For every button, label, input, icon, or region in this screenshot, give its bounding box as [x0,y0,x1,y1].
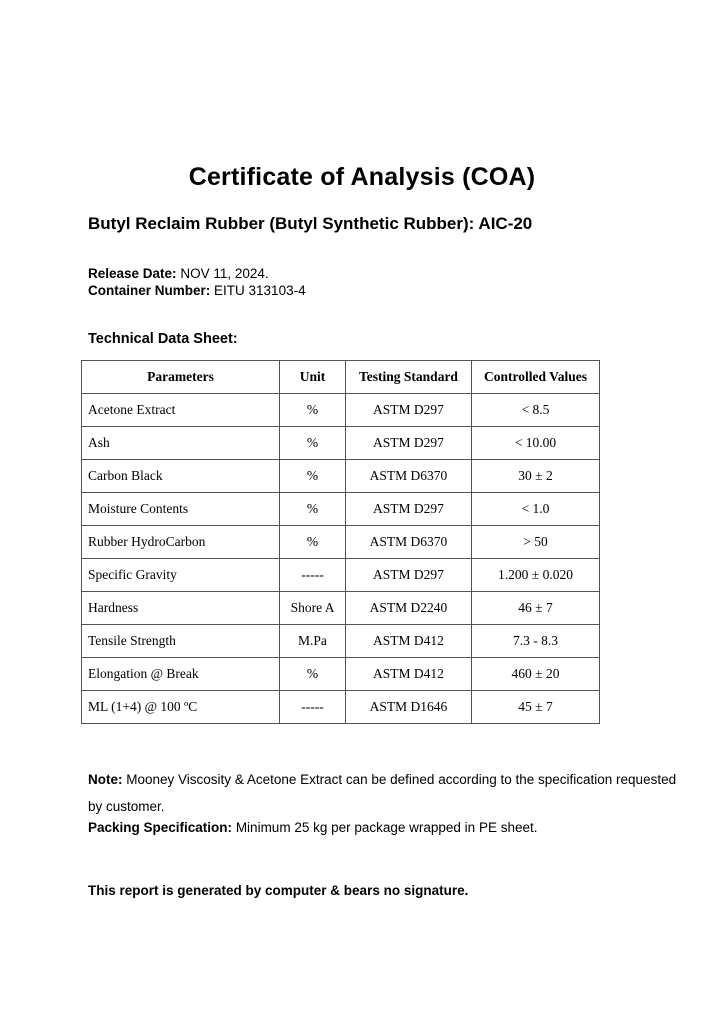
table-header-row [82,361,600,394]
table-row [82,493,600,526]
table-row [82,526,600,559]
footer-disclaimer: This report is generated by computer & bears no signature. [88,883,469,898]
cell-parameter: Tensile Strength [82,625,280,658]
product-subtitle: Butyl Reclaim Rubber (Butyl Synthetic Rubber): AIC-20 [88,214,533,233]
cell-parameter: Carbon Black [82,460,280,493]
table-row [82,625,600,658]
header-testing-standard: Testing Standard [346,361,472,394]
header-unit: Unit [280,361,346,394]
cell-standard: ASTM D297 [346,394,472,427]
cell-unit: ----- [280,691,346,724]
cell-controlled-value: < 8.5 [472,394,600,427]
release-date-label: Release Date: [88,266,177,281]
cell-unit: ----- [280,559,346,592]
shipment-meta [88,265,306,299]
cell-unit: % [280,658,346,691]
container-number-line [88,282,306,299]
table-row [82,592,600,625]
table-row [82,691,600,724]
release-date-value: NOV 11, 2024. [180,266,269,281]
cell-parameter: ML (1+4) @ 100 ºC [82,691,280,724]
cell-parameter: Hardness [82,592,280,625]
cell-controlled-value: < 1.0 [472,493,600,526]
cell-parameter: Moisture Contents [82,493,280,526]
technical-data-table [81,360,600,724]
document-title: Certificate of Analysis (COA) [188,163,536,191]
table-row [82,559,600,592]
table-row [82,394,600,427]
packing-label: Packing Specification: [88,820,233,835]
table-row [82,427,600,460]
cell-standard: ASTM D412 [346,625,472,658]
cell-parameter: Specific Gravity [82,559,280,592]
cell-controlled-value: 46 ± 7 [472,592,600,625]
cell-controlled-value: 30 ± 2 [472,460,600,493]
note-text: Mooney Viscosity & Acetone Extract can be defined according to the specification requested by customer. [88,772,677,814]
note-paragraph [88,766,688,820]
cell-unit: M.Pa [280,625,346,658]
cell-controlled-value: < 10.00 [472,427,600,460]
cell-unit: Shore A [280,592,346,625]
note-label: Note: [88,772,123,787]
cell-unit: % [280,460,346,493]
cell-parameter: Acetone Extract [82,394,280,427]
table-row [82,658,600,691]
cell-standard: ASTM D6370 [346,460,472,493]
cell-unit: % [280,493,346,526]
table-row [82,460,600,493]
cell-standard: ASTM D412 [346,658,472,691]
cell-standard: ASTM D297 [346,559,472,592]
cell-standard: ASTM D1646 [346,691,472,724]
cell-unit: % [280,427,346,460]
packing-specification [88,820,537,835]
header-controlled-values: Controlled Values [472,361,600,394]
cell-parameter: Ash [82,427,280,460]
container-number-value: EITU 313103-4 [214,283,306,298]
cell-standard: ASTM D2240 [346,592,472,625]
cell-parameter: Rubber HydroCarbon [82,526,280,559]
cell-controlled-value: 7.3 - 8.3 [472,625,600,658]
cell-standard: ASTM D297 [346,493,472,526]
cell-standard: ASTM D297 [346,427,472,460]
cell-controlled-value: 45 ± 7 [472,691,600,724]
packing-text: Minimum 25 kg per package wrapped in PE sheet. [235,820,538,835]
cell-controlled-value: > 50 [472,526,600,559]
cell-unit: % [280,526,346,559]
cell-unit: % [280,394,346,427]
container-number-label: Container Number: [88,283,211,298]
header-parameters: Parameters [82,361,280,394]
cell-parameter: Elongation @ Break [82,658,280,691]
cell-controlled-value: 1.200 ± 0.020 [472,559,600,592]
cell-controlled-value: 460 ± 20 [472,658,600,691]
cell-standard: ASTM D6370 [346,526,472,559]
release-date-line [88,265,306,282]
technical-data-sheet-heading: Technical Data Sheet: [88,331,238,347]
